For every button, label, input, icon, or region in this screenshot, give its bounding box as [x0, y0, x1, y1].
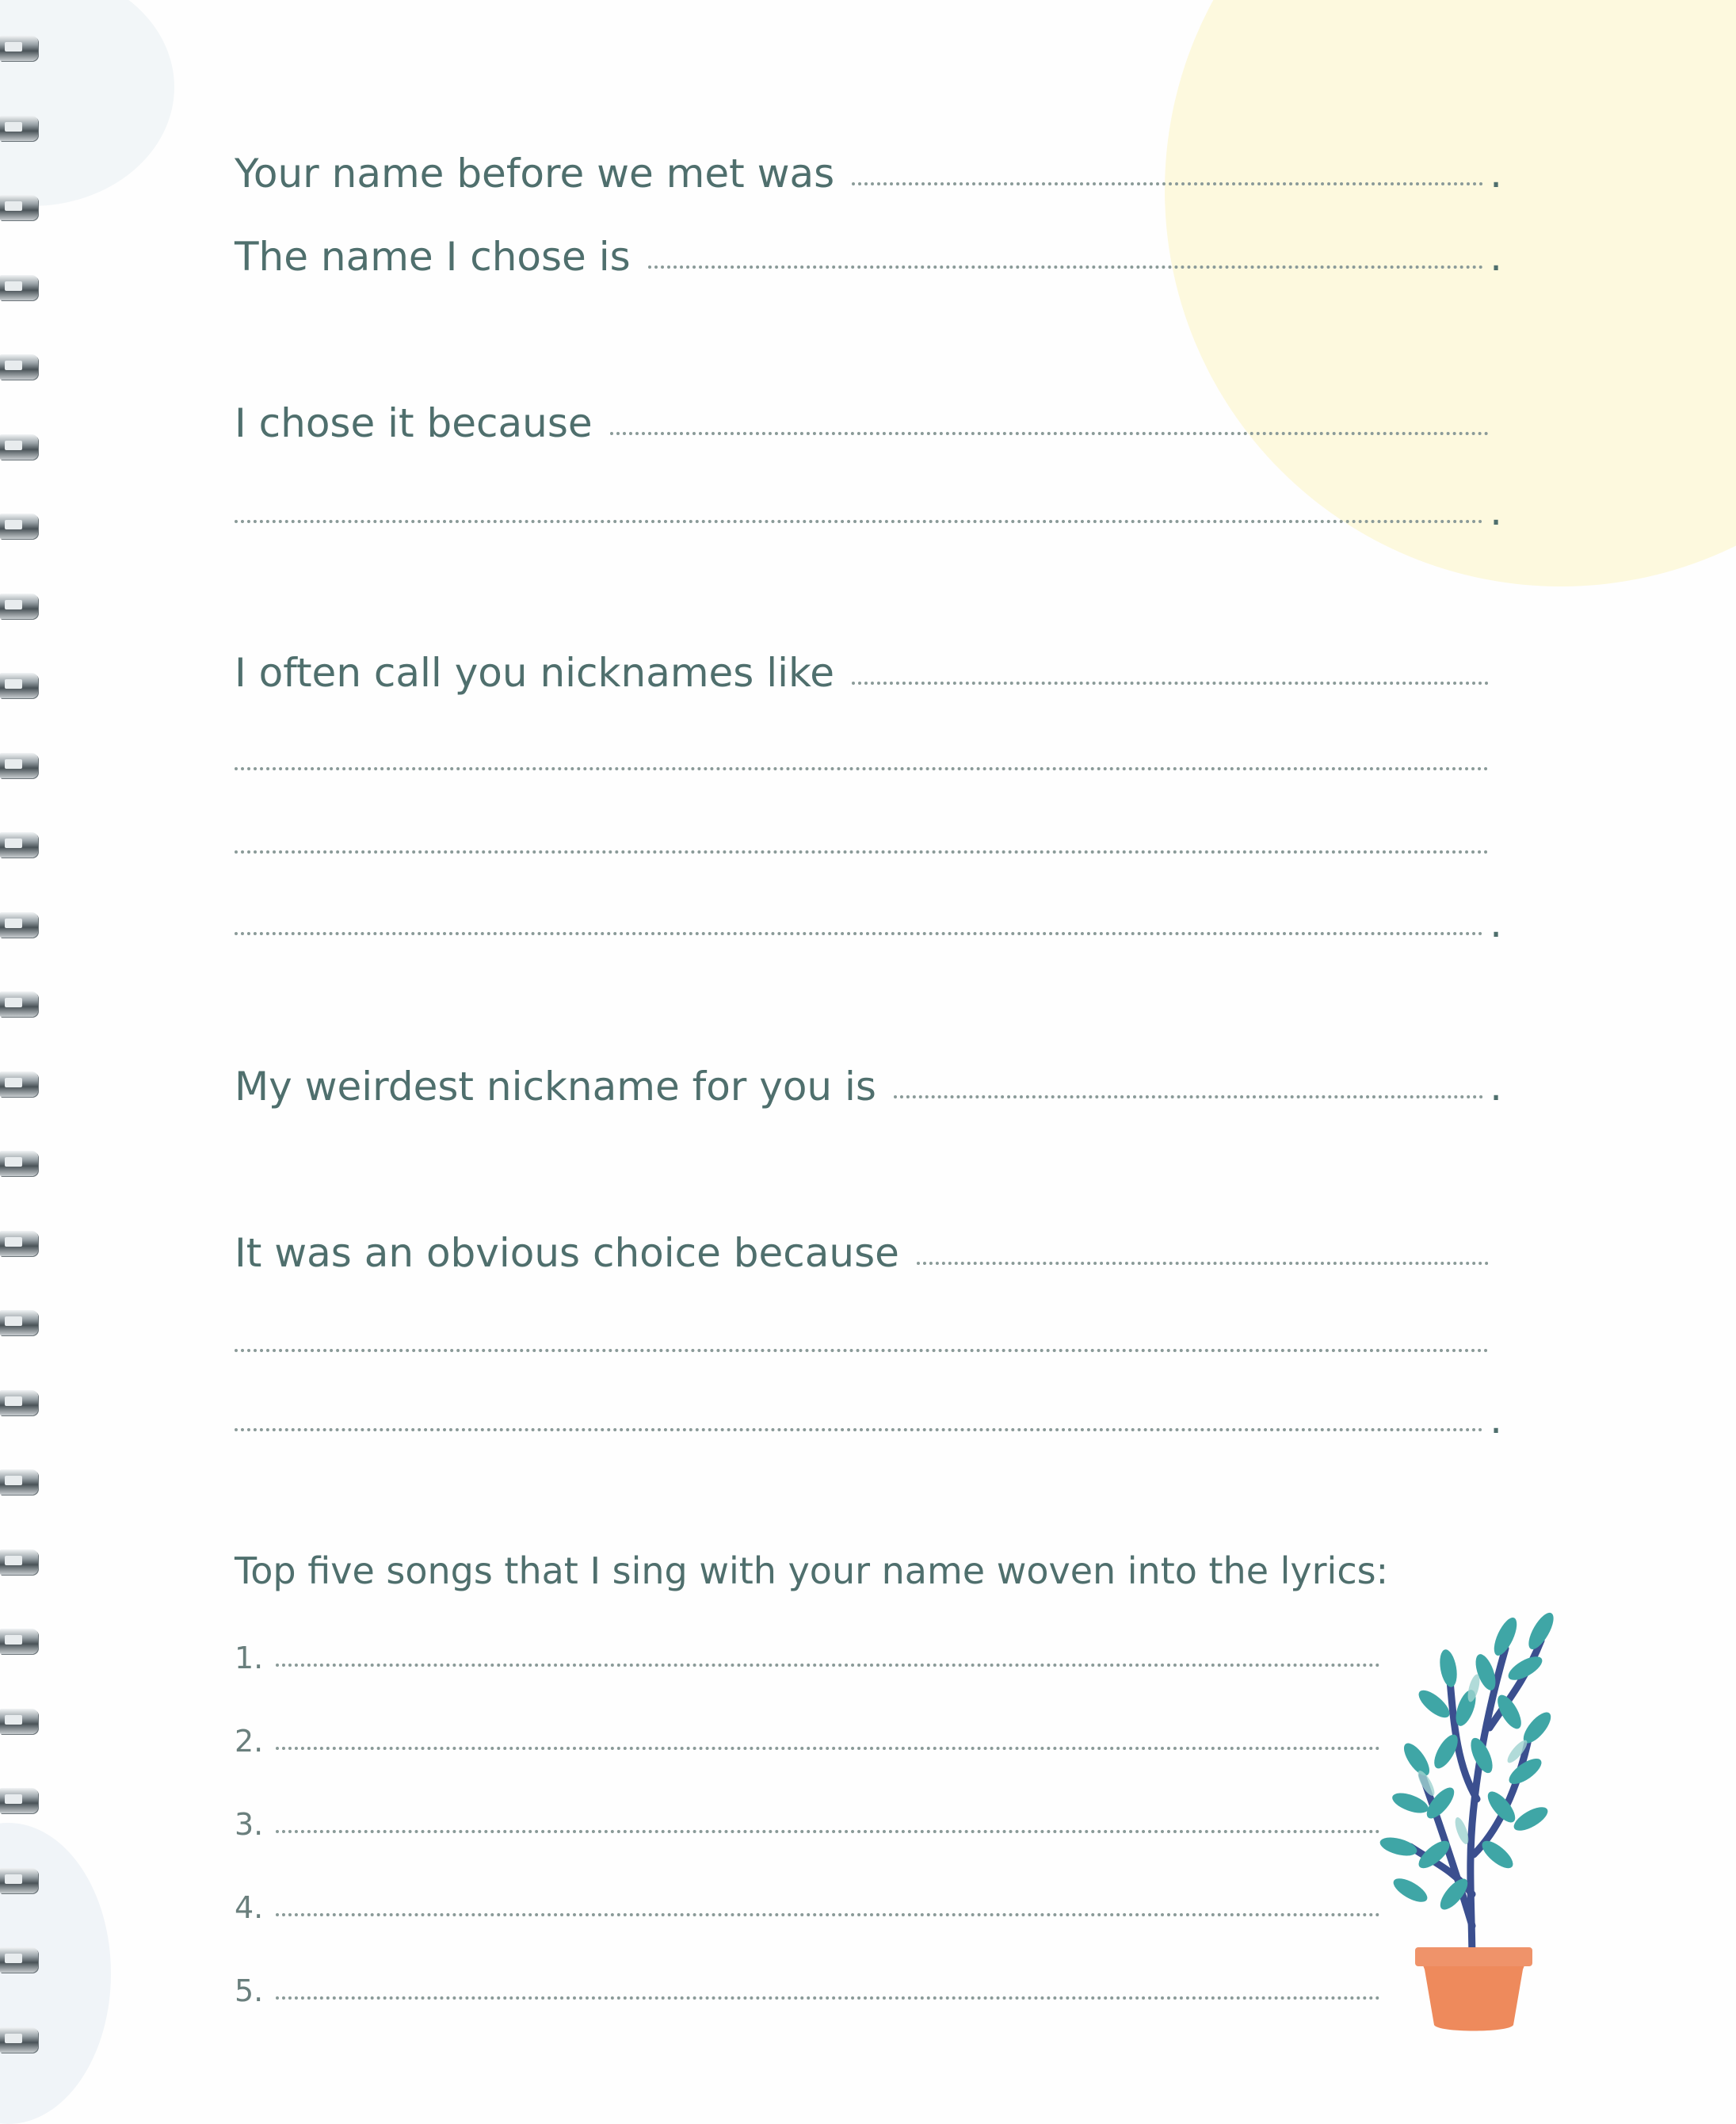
end-mark: . — [1490, 151, 1502, 197]
obvious-field-2[interactable] — [235, 1349, 1489, 1352]
name-chosen-field[interactable] — [648, 266, 1483, 269]
song-item — [235, 1641, 1380, 1675]
nicknames-label: I often call you nicknames like — [235, 650, 834, 696]
song-field-3[interactable] — [276, 1830, 1380, 1833]
song-field-1[interactable] — [276, 1664, 1380, 1667]
nicknames-field-3[interactable] — [235, 850, 1489, 854]
end-mark: . — [1490, 234, 1502, 280]
song-number: 1. — [235, 1641, 264, 1675]
nicknames-field-2[interactable] — [235, 767, 1489, 770]
song-number: 2. — [235, 1724, 264, 1759]
nicknames-line-4 — [235, 900, 1502, 946]
chose-because-field-2[interactable] — [235, 520, 1483, 523]
weirdest-label: My weirdest nickname for you is — [235, 1064, 876, 1110]
name-chosen-label: The name I chose is — [235, 234, 631, 280]
song-number: 3. — [235, 1807, 264, 1842]
obvious-field-3[interactable] — [235, 1428, 1483, 1431]
chose-because-field[interactable] — [610, 432, 1489, 435]
nicknames-row — [235, 650, 1489, 696]
song-number: 4. — [235, 1890, 264, 1925]
obvious-line-3 — [235, 1396, 1502, 1442]
end-mark: . — [1490, 1064, 1502, 1110]
obvious-label: It was an obvious choice because — [235, 1230, 899, 1276]
name-chosen-row — [235, 234, 1502, 280]
chose-because-line-2 — [235, 488, 1502, 534]
end-mark: . — [1490, 900, 1502, 946]
end-mark: . — [1490, 1396, 1502, 1442]
nicknames-field[interactable] — [852, 682, 1489, 685]
song-field-4[interactable] — [276, 1913, 1380, 1916]
chose-because-row — [235, 400, 1489, 446]
name-before-row — [235, 151, 1502, 197]
chose-because-label: I chose it because — [235, 400, 593, 446]
end-mark: . — [1490, 488, 1502, 534]
song-field-2[interactable] — [276, 1747, 1380, 1750]
weirdest-row — [235, 1064, 1502, 1110]
nicknames-field-4[interactable] — [235, 932, 1483, 935]
name-before-label: Your name before we met was — [235, 151, 835, 197]
songs-heading-row — [235, 1549, 1502, 1592]
song-item — [235, 1973, 1380, 2008]
weirdest-field[interactable] — [894, 1095, 1483, 1098]
song-field-5[interactable] — [276, 1996, 1380, 2000]
name-before-field[interactable] — [852, 182, 1483, 185]
obvious-field[interactable] — [917, 1262, 1489, 1265]
obvious-row — [235, 1230, 1489, 1276]
songs-heading: Top five songs that I sing with your name woven into the lyrics: — [235, 1549, 1389, 1592]
song-item — [235, 1807, 1380, 1842]
song-number: 5. — [235, 1973, 264, 2008]
song-item — [235, 1890, 1380, 1925]
potted-plant-icon — [1379, 1593, 1561, 2037]
song-item — [235, 1724, 1380, 1759]
